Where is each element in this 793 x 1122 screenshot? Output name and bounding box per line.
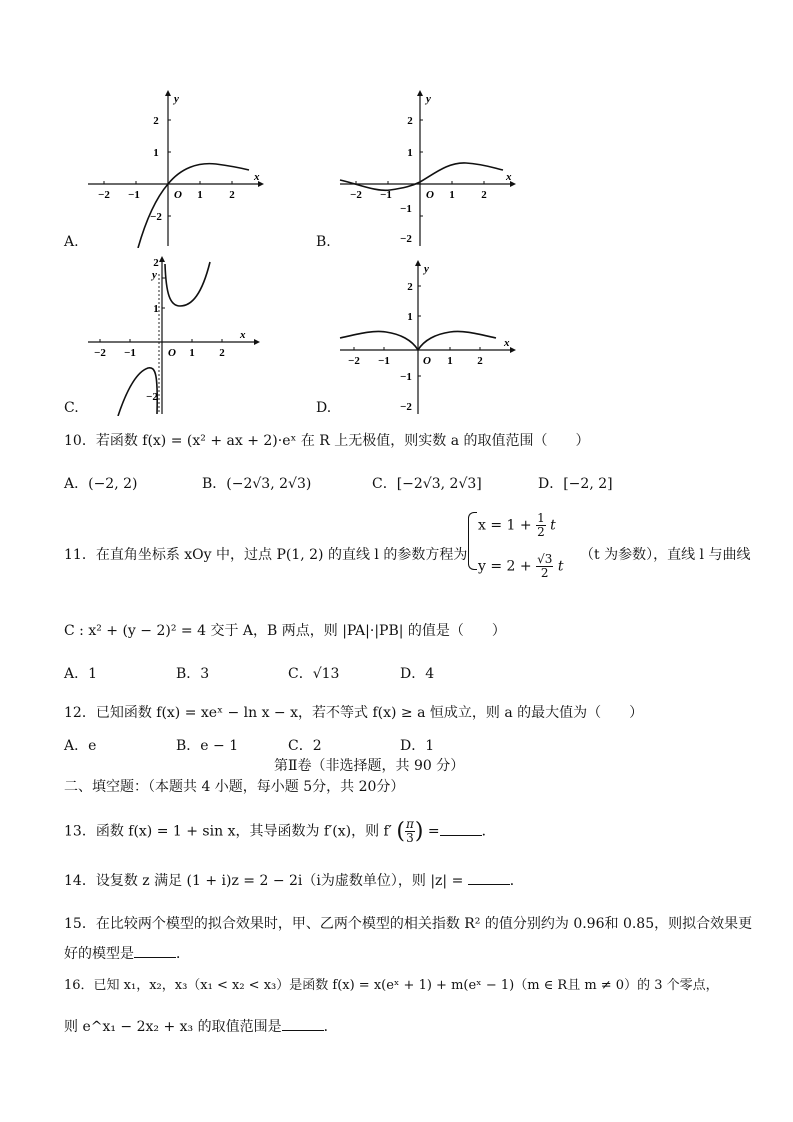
graph-b-ytick: 1 [407, 147, 413, 159]
q16-answer-blank[interactable] [282, 1018, 324, 1031]
q14-answer-blank[interactable] [468, 872, 510, 885]
q13-paren-close: ) [414, 819, 424, 844]
graph-d-xtick: −2 [348, 355, 360, 367]
q11-eq1-pre: x = 1 + [478, 517, 532, 534]
graph-b-ytick: −2 [400, 233, 412, 245]
graph-b-xtick: −1 [380, 189, 392, 201]
graph-c-svg [86, 254, 266, 416]
q10-option-d: D．[−2, 2] [538, 476, 613, 492]
graph-b-ylabel: y [426, 93, 431, 105]
q11-line2: C : x² + (y − 2)² = 4 交于 A，B 两点，则 |PA|·|PB| 的值是（ ） [64, 623, 506, 639]
graph-a-ylabel: y [174, 93, 179, 105]
option-label-a: A. [64, 234, 79, 250]
graph-c-ylabel: y [152, 269, 157, 281]
q11-eq2-pre: y = 2 + [478, 558, 532, 575]
graph-c-ytick: −2 [146, 391, 158, 403]
q13-fraction [405, 818, 415, 845]
graph-d-ylabel: y [424, 263, 429, 275]
graph-d-xtick: −1 [378, 355, 390, 367]
graph-c-origin: O [168, 347, 176, 359]
question-15-line1: 15．在比较两个模型的拟合效果时，甲、乙两个模型的相关指数 R² 的值分别约为 0.96和 0.85，则拟合效果更 [64, 916, 753, 932]
q10-option-a: A．(−2, 2) [64, 476, 138, 492]
graph-b [338, 88, 518, 248]
graph-d-ytick: 2 [407, 281, 413, 293]
question-10-stem: 10．若函数 f(x) = (x² + ax + 2)·eˣ 在 R 上无极值，则实数 a 的取值范围（ ） [64, 433, 590, 449]
q11-eq2-den: 2 [540, 566, 549, 580]
question-14: 14．设复数 z 满足 (1 + i)z = 2 − 2i（i为虚数单位），则 |z| = ． [64, 873, 524, 889]
q11-eq1-fraction [536, 512, 546, 539]
graph-a-ytick: 1 [153, 147, 159, 159]
graph-d [338, 258, 518, 416]
graph-a-xlabel: x [254, 171, 260, 183]
q15-answer-blank[interactable] [134, 945, 176, 958]
q11-option-b: B．3 [176, 666, 210, 682]
q13-den: 3 [406, 831, 414, 845]
q11-eq2-fraction [536, 553, 553, 580]
graph-a-xtick: 1 [197, 189, 203, 201]
graph-c-xtick: 2 [219, 347, 225, 359]
graph-d-ytick: −1 [400, 371, 412, 383]
q10-option-c: C．[−2√3, 2√3] [372, 476, 482, 492]
graph-b-svg [338, 88, 518, 248]
q14-text: 14．设复数 z 满足 (1 + i)z = 2 − 2i（i为虚数单位），则 |z| = [64, 873, 464, 889]
graph-b-xtick: −2 [350, 189, 362, 201]
question-16-line1: 16．已知 x₁，x₂，x₃（x₁ < x₂ < x₃）是函数 f(x) = x(eˣ + 1) + m(eˣ − 1)（m ∈ R且 m ≠ 0）的 3 个零点， [64, 978, 719, 993]
graph-a-ytick: 2 [153, 115, 159, 127]
graph-b-xlabel: x [506, 171, 512, 183]
q11-equation-y [478, 553, 563, 580]
graph-c-ytick: 1 [153, 303, 159, 315]
q11-option-c: C．√13 [288, 666, 340, 682]
q11-brace [468, 512, 477, 570]
graph-d-ytick: −2 [400, 401, 412, 413]
q13-pre: 13．函数 f(x) = 1 + sin x，其导函数为 f′(x)，则 f′ [64, 823, 392, 840]
q16-line2-text: 则 e^x₁ − 2x₂ + x₃ 的取值范围是 [64, 1019, 282, 1035]
q12-option-a: A．e [64, 738, 97, 754]
graph-c-xtick: −1 [124, 347, 136, 359]
graph-a-origin: O [174, 189, 182, 201]
q12-option-b: B．e − 1 [176, 738, 239, 754]
option-label-c: C. [64, 400, 79, 416]
q11-option-a: A．1 [64, 666, 98, 682]
section-2-title: 第Ⅱ卷（非选择题，共 90 分） [274, 758, 465, 774]
graph-b-ytick: −1 [400, 203, 412, 215]
section-2-heading: 二、填空题：（本题共 4 小题，每小题 5分，共 20分） [64, 779, 405, 795]
option-label-b: B. [316, 234, 331, 250]
graph-d-xtick: 1 [447, 355, 453, 367]
graph-d-origin: O [423, 355, 431, 367]
q11-equation-x [478, 512, 556, 539]
q13-num: π [405, 817, 414, 831]
graph-a-svg [86, 88, 266, 248]
graph-c-xtick: 1 [189, 347, 195, 359]
q13-paren-open: ( [396, 819, 405, 844]
question-15-line2: 好的模型是 ． [64, 946, 190, 962]
graph-a-xtick: −2 [98, 189, 110, 201]
q15-line2-text: 好的模型是 [64, 946, 134, 962]
q12-option-c: C．2 [288, 738, 322, 754]
q11-eq1-den: 2 [537, 525, 545, 539]
graph-c-xlabel: x [240, 329, 246, 341]
option-label-d: D. [316, 400, 332, 416]
q11-eq2-num: √3 [537, 552, 553, 566]
graph-a-ytick: −2 [150, 211, 162, 223]
graph-b-xtick: 2 [481, 189, 487, 201]
q11-eq2-post: t [557, 558, 564, 575]
question-11-stem: 11．在直角坐标系 xOy 中，过点 P(1, 2) 的直线 l 的参数方程为 [64, 547, 468, 563]
graph-b-ytick: 2 [407, 115, 413, 127]
question-16-line2: 则 e^x₁ − 2x₂ + x₃ 的取值范围是 ． [64, 1019, 338, 1035]
graph-a-xtick: −1 [128, 189, 140, 201]
q13-post: = [427, 823, 440, 840]
graph-c-ytick: 2 [153, 257, 159, 269]
graph-d-xtick: 2 [477, 355, 483, 367]
graph-c [86, 254, 266, 416]
graph-d-xlabel: x [504, 337, 510, 349]
q10-option-b: B．(−2√3, 2√3) [202, 476, 312, 492]
graph-a-xtick: 2 [229, 189, 235, 201]
q12-option-d: D．1 [400, 738, 435, 754]
graph-b-origin: O [426, 189, 434, 201]
graph-d-ytick: 1 [407, 311, 413, 323]
graph-a [86, 88, 266, 248]
graph-b-xtick: 1 [449, 189, 455, 201]
question-12-stem: 12．已知函数 f(x) = xeˣ − ln x − x，若不等式 f(x) ≥ a 恒成立，则 a 的最大值为（ ） [64, 705, 644, 721]
q11-stem-post: （t 为参数），直线 l 与曲线 [580, 547, 751, 563]
q11-option-d: D．4 [400, 666, 435, 682]
q11-eq1-post: t [550, 517, 556, 534]
question-13: 13．函数 f(x) = 1 + sin x，其导函数为 f′(x)，则 f′ ( $\frac{\pi}{3}$ ) = ． [64, 817, 496, 845]
graph-d-svg [338, 258, 518, 416]
q13-answer-blank[interactable] [440, 823, 482, 836]
q11-eq1-num: 1 [537, 511, 545, 525]
graph-c-xtick: −2 [94, 347, 106, 359]
